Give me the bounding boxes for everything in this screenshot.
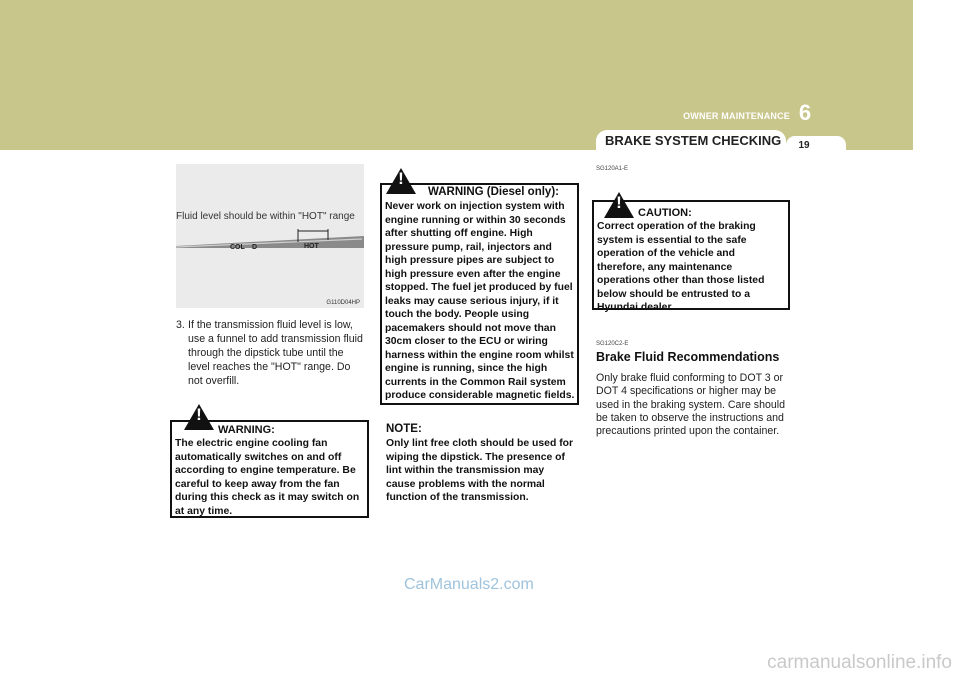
warning-fan-title: WARNING:	[218, 424, 275, 436]
caution-title: CAUTION:	[638, 207, 692, 219]
dipstick-label-d: D	[252, 244, 258, 251]
chapter-title: OWNER MAINTENANCE	[683, 111, 790, 121]
page-number: 19	[798, 140, 810, 151]
chapter-number: 6	[798, 100, 812, 125]
warning-fan-exclamation-icon: !	[196, 405, 202, 424]
note-title: NOTE:	[386, 423, 422, 435]
brake-fluid-heading: Brake Fluid Recommendations	[596, 350, 780, 364]
section-title: BRAKE SYSTEM CHECKING	[605, 133, 782, 148]
brake-fluid-body: Only brake fluid conforming to DOT 3 or DOT 4 specifications or higher may be used in the braking system. Care should be taken to observe the instructions and precautions printed upon the container.	[596, 372, 786, 438]
dipstick-illustration	[176, 224, 364, 264]
watermark: CarManuals2.com	[404, 576, 534, 593]
header-band	[0, 0, 913, 150]
figure-caption: Fluid level should be within "HOT" range	[176, 211, 355, 222]
step-number: 3.	[176, 319, 185, 331]
dipstick-label-cold: COL	[230, 244, 245, 251]
caution-code: SG120A1-E	[596, 166, 629, 172]
step-text: If the transmission fluid level is low, use a funnel to add transmission fluid through the dipstick tube until the level reaches the "HOT" range. Do not overfill.	[188, 319, 363, 387]
caution-body: Correct operation of the braking system is essential to the safe operation of the vehicle and therefore, any maintenance operations other than those listed below should be entrusted to a Hyundai dealer.	[597, 221, 765, 313]
warning-diesel-exclamation-icon: !	[398, 169, 404, 188]
brake-fluid-code: SG120C2-E	[596, 341, 629, 347]
warning-diesel-body: Never work on injection system with engine running or within 30 seconds after shutting off engine. High pressure pump, rail, injectors and high pressure pipes are subject to high pressure even after the engine stopped. The fuel jet produced by fuel leaks may cause serious injury, if it touch the body. People using pacemakers should not move than 30cm closer to the ECU or wiring harness within the engine room whilst engine is running, since the high currents in the Common Rail system produce considerable magnetic fields.	[385, 201, 575, 401]
figure-code: G110D04HP	[326, 300, 360, 306]
warning-fan-body: The electric engine cooling fan automatically switches on and off according to engine temperature. Be careful to keep away from the fan during this check as it may switch on at any time.	[175, 438, 360, 517]
note-body: Only lint free cloth should be used for wiping the dipstick. The presence of lint within the transmission may cause problems with the normal function of the transmission.	[386, 438, 574, 503]
warning-diesel-title: WARNING (Diesel only):	[428, 186, 559, 198]
caution-exclamation-icon: !	[616, 193, 622, 212]
step-3	[176, 318, 366, 388]
dipstick-figure	[176, 164, 364, 308]
dipstick-label-hot: HOT	[304, 243, 319, 250]
footer-url: carmanualsonline.info	[767, 652, 952, 673]
